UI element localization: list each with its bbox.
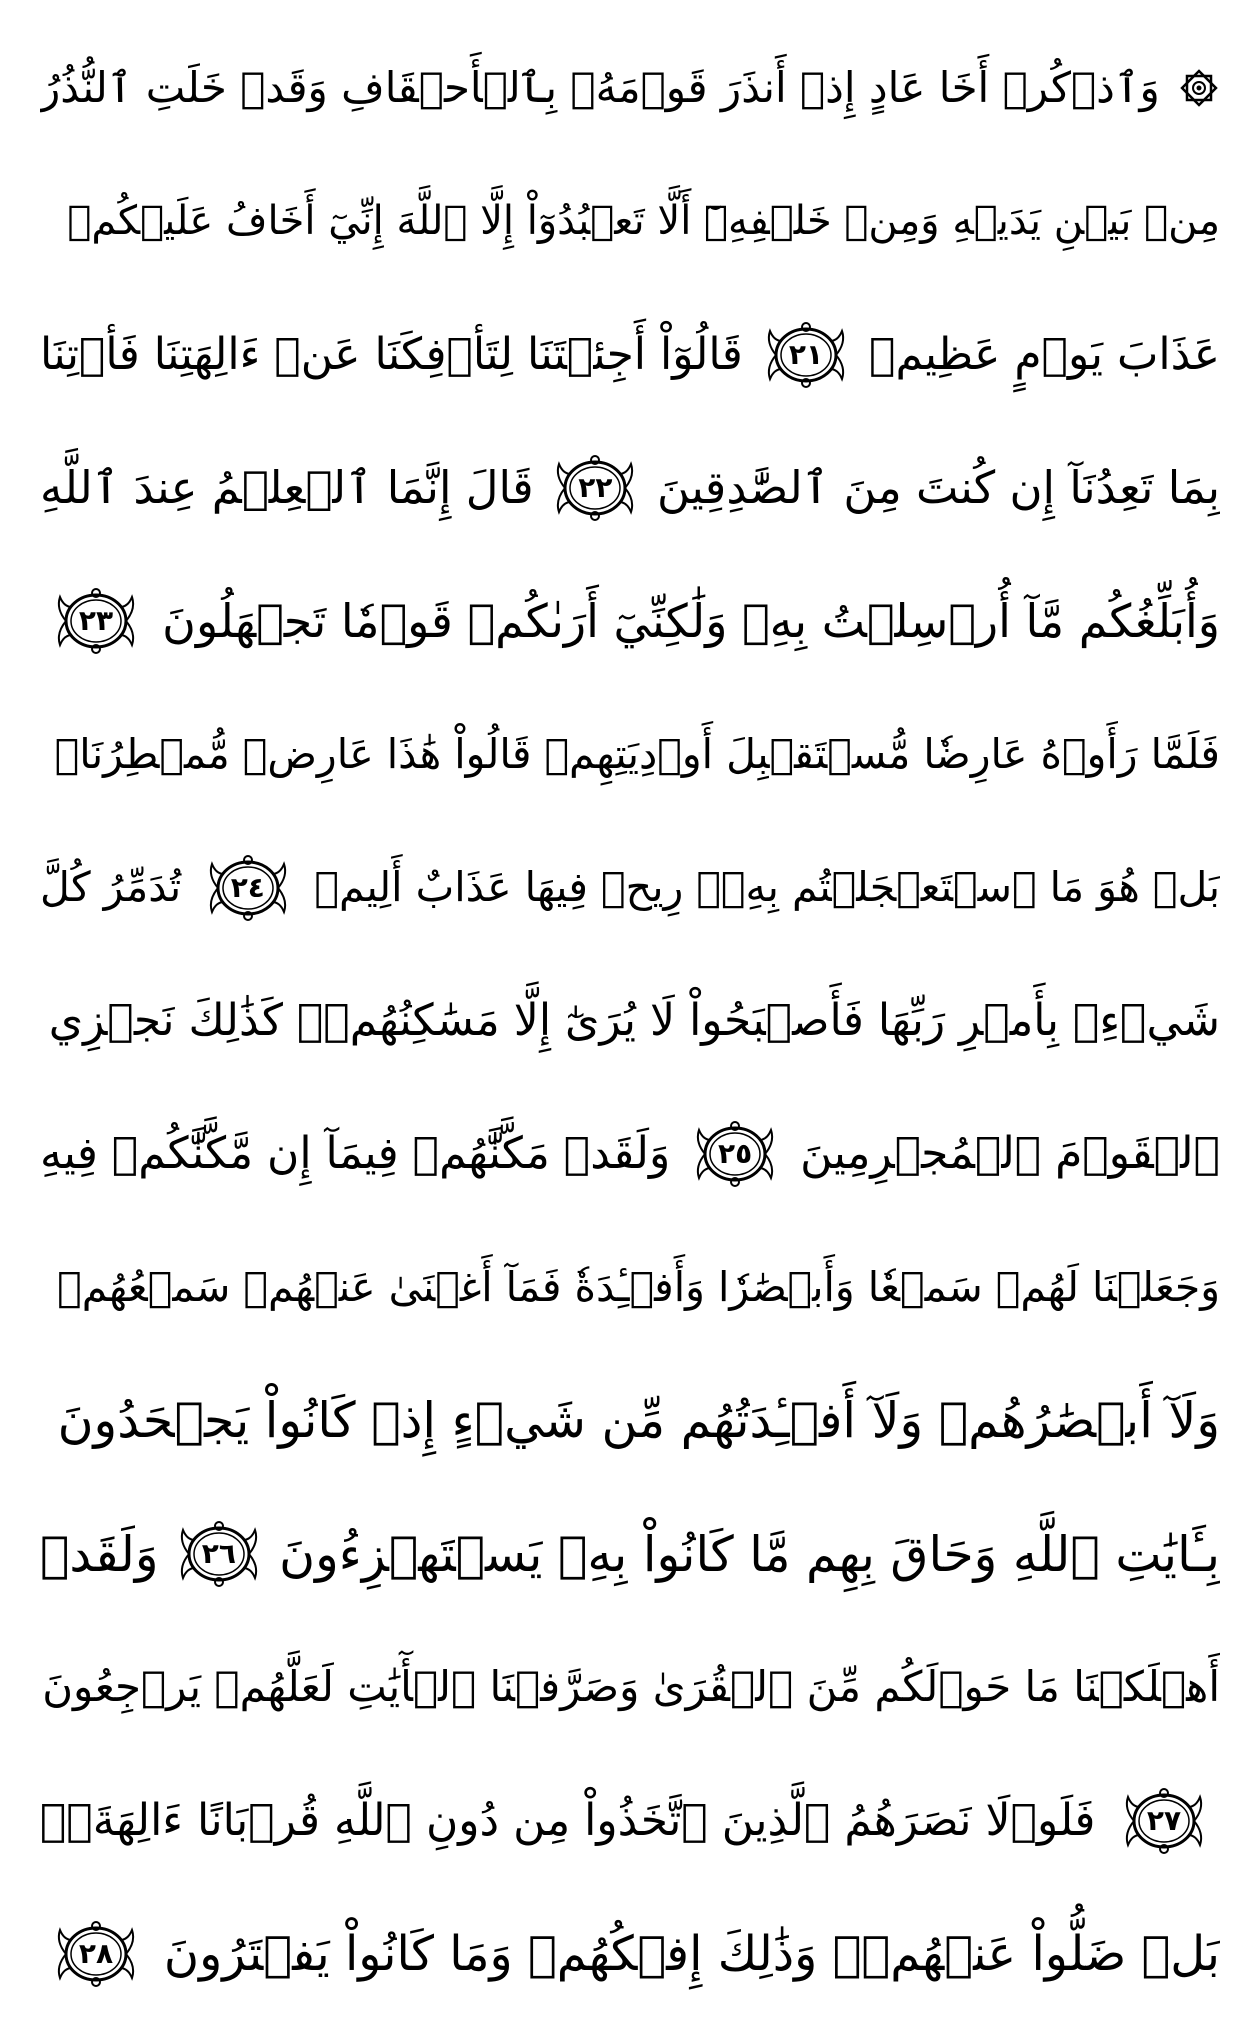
verse-text: فَلَوۡلَا نَصَرَهُمُ ٱلَّذِينَ ٱتَّخَذُواْ مِن دُونِ ٱللَّهِ قُرۡبَانًا ءَالِهَةَۢۖ <box>40 1794 1096 1846</box>
verse-text: وَجَعَلۡنَا لَهُمۡ سَمۡعٗا وَأَبۡصَٰرٗا وَأَفۡـِٔدَةٗ فَمَآ أَغۡنَىٰ عَنۡهُمۡ سَمۡعُهُمۡ <box>57 1263 1220 1312</box>
verse-text: قَالَ إِنَّمَا ٱلۡعِلۡمُ عِندَ ٱللَّهِ <box>40 461 534 515</box>
verse-number: ٢٧ <box>1146 1803 1182 1837</box>
text-line <box>40 1500 1220 1608</box>
text-line <box>40 567 1220 675</box>
verse-text: قَالُوٓاْ أَجِئۡتَنَا لِتَأۡفِكَنَا عَنۡ ءَالِهَتِنَا فَأۡتِنَا <box>40 328 743 380</box>
verse-text: مِنۢ بَيۡنِ يَدَيۡهِ وَمِنۡ خَلۡفِهِۦٓ أَلَّا تَعۡبُدُوٓاْ إِلَّا ٱللَّهَ إِنِّيٓ أَخَافُ عَلَيۡكُمۡ <box>67 198 1220 245</box>
verse-text: ٱلۡقَوۡمَ ٱلۡمُجۡرِمِينَ <box>800 1128 1220 1180</box>
text-line <box>40 834 1220 942</box>
verse-number: ٢٣ <box>78 604 114 638</box>
verse-number: ٢١ <box>788 337 824 371</box>
verse-end-marker <box>1118 1786 1210 1856</box>
verse-text: تُدَمِّرُ كُلَّ <box>40 863 182 912</box>
verse-end-marker <box>202 853 294 923</box>
verse-number: ٢٢ <box>578 470 613 504</box>
verse-end-marker <box>689 1119 781 1189</box>
verse-text: وَلَآ أَبۡصَٰرُهُمۡ وَلَآ أَفۡـِٔدَتُهُم مِّن شَيۡءٍ إِذۡ كَانُواْ يَجۡحَدُونَ <box>57 1392 1220 1450</box>
text-line <box>40 1633 1220 1741</box>
text-line <box>40 1234 1220 1342</box>
verse-text: بِـَٔايَٰتِ ٱللَّهِ وَحَاقَ بِهِم مَّا كَانُواْ بِهِۦ يَسۡتَهۡزِءُونَ <box>279 1525 1220 1583</box>
verse-text: وَأُبَلِّغُكُم مَّآ أُرۡسِلۡتُ بِهِۦ وَلَٰكِنِّيٓ أَرَىٰكُمۡ قَوۡمٗا تَجۡهَلُونَ <box>162 594 1220 649</box>
text-line <box>40 967 1220 1075</box>
text-line <box>40 167 1220 275</box>
verse-number: ٢٨ <box>78 1936 114 1970</box>
verse-text: وَلَقَدۡ <box>40 1525 159 1583</box>
text-line <box>40 301 1220 409</box>
verse-end-marker <box>50 586 142 656</box>
verse-end-marker <box>173 1519 265 1589</box>
verse-number: ٢٥ <box>718 1137 753 1171</box>
text-line <box>40 700 1220 808</box>
verse-text: شَيۡءِۭ بِأَمۡرِ رَبِّهَا فَأَصۡبَحُواْ لَا يُرَىٰٓ إِلَّا مَسَٰكِنُهُمۡۚ كَذَٰلِكَ نَجۡزِي <box>48 994 1220 1046</box>
text-line <box>40 34 1220 142</box>
verse-text: أَهۡلَكۡنَا مَا حَوۡلَكُم مِّنَ ٱلۡقُرَىٰ وَصَرَّفۡنَا ٱلۡأٓيَٰتِ لَعَلَّهُمۡ يَرۡجِعُونَ <box>42 1662 1220 1712</box>
verse-text: وَٱذۡكُرۡ أَخَا عَادٍ إِذۡ أَنذَرَ قَوۡمَهُۥ بِٱلۡأَحۡقَافِ وَقَدۡ خَلَتِ ٱلنُّذُرُ <box>40 63 1160 112</box>
verse-text: عَذَابَ يَوۡمٍ عَظِيمٖ <box>869 328 1220 380</box>
verse-text: بَلۡ ضَلُّواْ عَنۡهُمۡۚ وَذَٰلِكَ إِفۡكُهُمۡ وَمَا كَانُواْ يَفۡتَرُونَ <box>163 1925 1220 1982</box>
verse-number: ٢٦ <box>201 1537 236 1571</box>
verse-end-marker <box>549 453 641 523</box>
verse-text: بَلۡ هُوَ مَا ٱسۡتَعۡجَلۡتُم بِهِۦۖ رِيحٞ فِيهَا عَذَابٌ أَلِيمٞ <box>314 863 1220 912</box>
text-line <box>40 1367 1220 1475</box>
verse-text: بِمَا تَعِدُنَآ إِن كُنتَ مِنَ ٱلصَّٰدِقِينَ <box>656 461 1220 515</box>
text-line <box>40 1900 1220 2008</box>
verse-end-marker <box>50 1919 142 1989</box>
verse-text: فَلَمَّا رَأَوۡهُ عَارِضٗا مُّسۡتَقۡبِلَ أَوۡدِيَتِهِمۡ قَالُواْ هَٰذَا عَارِضٞ مُّمۡطِرُنَاۚ <box>54 729 1220 778</box>
rub-el-hizb-icon <box>1178 67 1220 109</box>
text-line <box>40 1100 1220 1208</box>
text-line <box>40 434 1220 542</box>
text-line <box>40 1767 1220 1875</box>
verse-end-marker <box>760 320 852 390</box>
verse-number: ٢٤ <box>230 870 265 904</box>
verse-text: وَلَقَدۡ مَكَّنَّٰهُمۡ فِيمَآ إِن مَّكَّنَّٰكُمۡ فِيهِ <box>40 1128 671 1180</box>
